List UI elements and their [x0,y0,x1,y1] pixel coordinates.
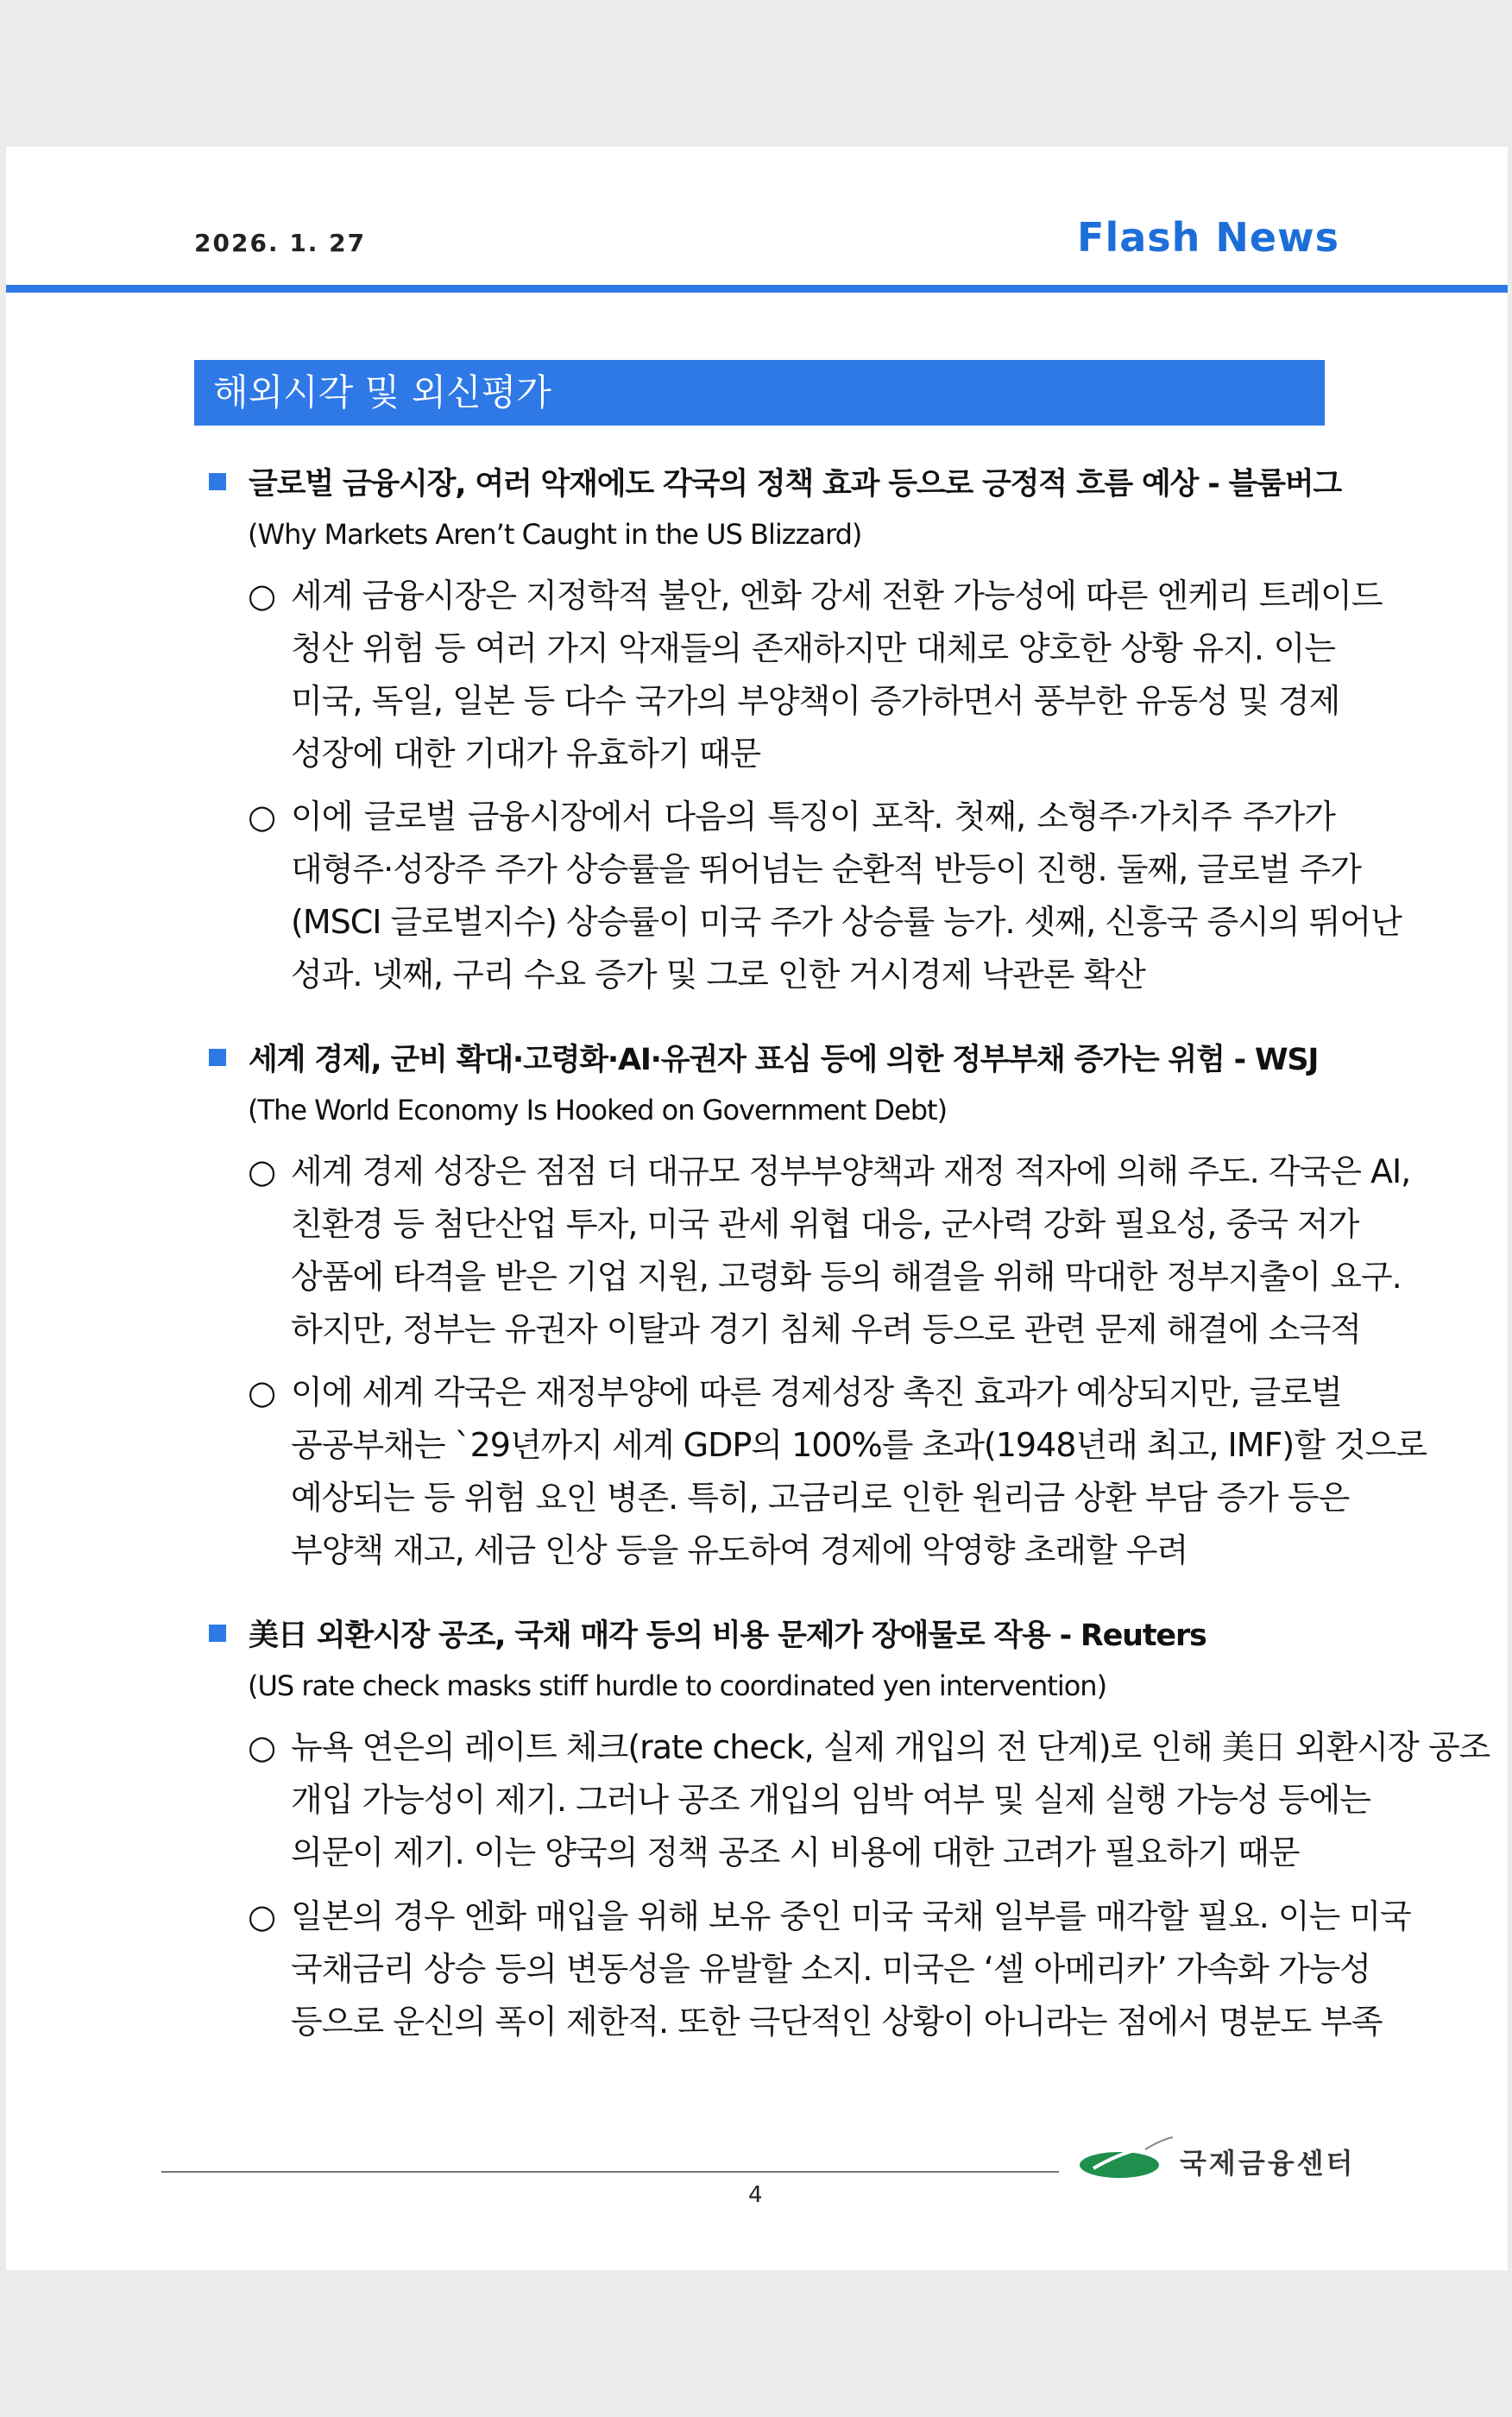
paragraph [248,570,1383,780]
square-bullet-icon [209,1625,226,1642]
report-date: 2026. 1. 27 [194,229,367,257]
circle-bullet-icon: ○ [248,798,276,836]
text-line: 국채금리 상승 등의 변동성을 유발할 소지. 미국은 ‘셀 아메리카’ 가속화 가능성 [291,1950,1370,1988]
circle-bullet-icon: ○ [248,577,276,615]
org-name: 국제금융센터 [1180,2147,1356,2180]
brand-title: Flash News [1077,214,1339,261]
paragraph [248,1145,1411,1356]
text-line: 대형주·성장주 주가 상승률을 뛰어넘는 순환적 반등이 진행. 둘째, 글로벌 주가 [291,850,1361,888]
topic-title-1 [209,460,1348,503]
circle-bullet-icon: ○ [248,1373,276,1411]
text-line: 상품에 타격을 받은 기업 지원, 고령화 등의 해결을 위해 막대한 정부지출이 요구. [291,1258,1402,1296]
square-bullet-icon [209,1049,226,1066]
topic-title-text: 세계 경제, 군비 확대·고령화·AI·유권자 표심 등에 의한 정부부채 증가는 위험 - WSJ [249,1043,1319,1077]
header-rule [6,285,1508,293]
text-line: 예상되는 등 위험 요인 병존. 특히, 고금리로 인한 원리금 상환 부담 증가 등은 [291,1479,1350,1517]
topic-subtitle-3: (US rate check masks stiff hurdle to coordinated yen intervention) [248,1669,1107,1702]
text-line: 개입 가능성이 제기. 그러나 공조 개입의 임박 여부 및 실제 실행 가능성 등에는 [291,1781,1370,1819]
paragraph [248,1366,1427,1577]
text-line: 성장에 대한 기대가 유효하기 때문 [291,735,761,773]
text-line: 의문이 제기. 이는 양국의 정책 공조 시 비용에 대한 고려가 필요하기 때문 [291,1833,1300,1871]
topic-subtitle-2: (The World Economy Is Hooked on Government Debt) [248,1094,948,1126]
topic-title-3 [209,1612,1348,1655]
text-line: 세계 경제 성장은 점점 더 대규모 정부부양책과 재정 적자에 의해 주도. 각국은 AI, [291,1152,1411,1190]
text-line: 일본의 경우 엔화 매입을 위해 보유 중인 미국 국채 일부를 매각할 필요. 이는 미국 [291,1897,1411,1935]
page-number: 4 [748,2182,763,2208]
topic-title-text: 美日 외환시장 공조, 국채 매각 등의 비용 문제가 장애물로 작용 - Reuters [249,1619,1206,1653]
paragraph [248,1721,1490,1879]
text-line: 세계 금융시장은 지정학적 불안, 엔화 강세 전환 가능성에 따른 엔케리 트레이드 [291,577,1383,615]
text-line: 청산 위험 등 여러 가지 악재들의 존재하지만 대체로 양호한 상황 유지. 이는 [291,629,1335,667]
text-line: 뉴욕 연은의 레이트 체크(rate check, 실제 개입의 전 단계)로 인해 美日 외환시장 공조 [291,1728,1490,1766]
topic-title-2 [209,1036,1348,1079]
topic-title-text: 글로벌 금융시장, 여러 악재에도 각국의 정책 효과 등으로 긍정적 흐름 예상 - 블룸버그 [249,467,1341,502]
paragraph [248,791,1402,1001]
circle-bullet-icon: ○ [248,1152,276,1190]
text-line: 이에 글로벌 금융시장에서 다음의 특징이 포착. 첫째, 소형주·가치주 주가가 [291,798,1335,836]
footer-rule [161,2171,1059,2173]
text-line: 미국, 독일, 일본 등 다수 국가의 부양책이 증가하면서 풍부한 유동성 및 경제 [291,682,1340,720]
circle-bullet-icon: ○ [248,1897,276,1935]
text-line: 등으로 운신의 폭이 제한적. 또한 극단적인 상황이 아니라는 점에서 명분도 부족 [291,2003,1383,2041]
paragraph [248,1890,1411,2048]
section-heading: 해외시각 및 외신평가 [194,360,1325,426]
text-line: 부양책 재고, 세금 인상 등을 유도하여 경제에 악영향 초래할 우려 [291,1531,1188,1569]
text-line: 친환경 등 첨단산업 투자, 미국 관세 위협 대응, 군사력 강화 필요성, 중국 저가 [291,1205,1359,1243]
text-line: 이에 세계 각국은 재정부양에 따른 경제성장 촉진 효과가 예상되지만, 글로벌 [291,1373,1342,1411]
text-line: 하지만, 정부는 유권자 이탈과 경기 침체 우려 등으로 관련 문제 해결에 소극적 [291,1310,1361,1348]
circle-bullet-icon: ○ [248,1728,276,1766]
topic-subtitle-1: (Why Markets Aren’t Caught in the US Blizzard) [248,518,862,551]
text-line: 공공부채는 `29년까지 세계 GDP의 100%를 초과(1948년래 최고, IMF)할 것으로 [291,1426,1427,1464]
square-bullet-icon [209,473,226,490]
document-page [6,147,1508,2270]
text-line: 성과. 넷째, 구리 수요 증가 및 그로 인한 거시경제 낙관론 확산 [291,956,1145,994]
text-line: (MSCI 글로벌지수) 상승률이 미국 주가 상승률 능가. 셋째, 신흥국 증시의 뛰어난 [291,903,1402,941]
